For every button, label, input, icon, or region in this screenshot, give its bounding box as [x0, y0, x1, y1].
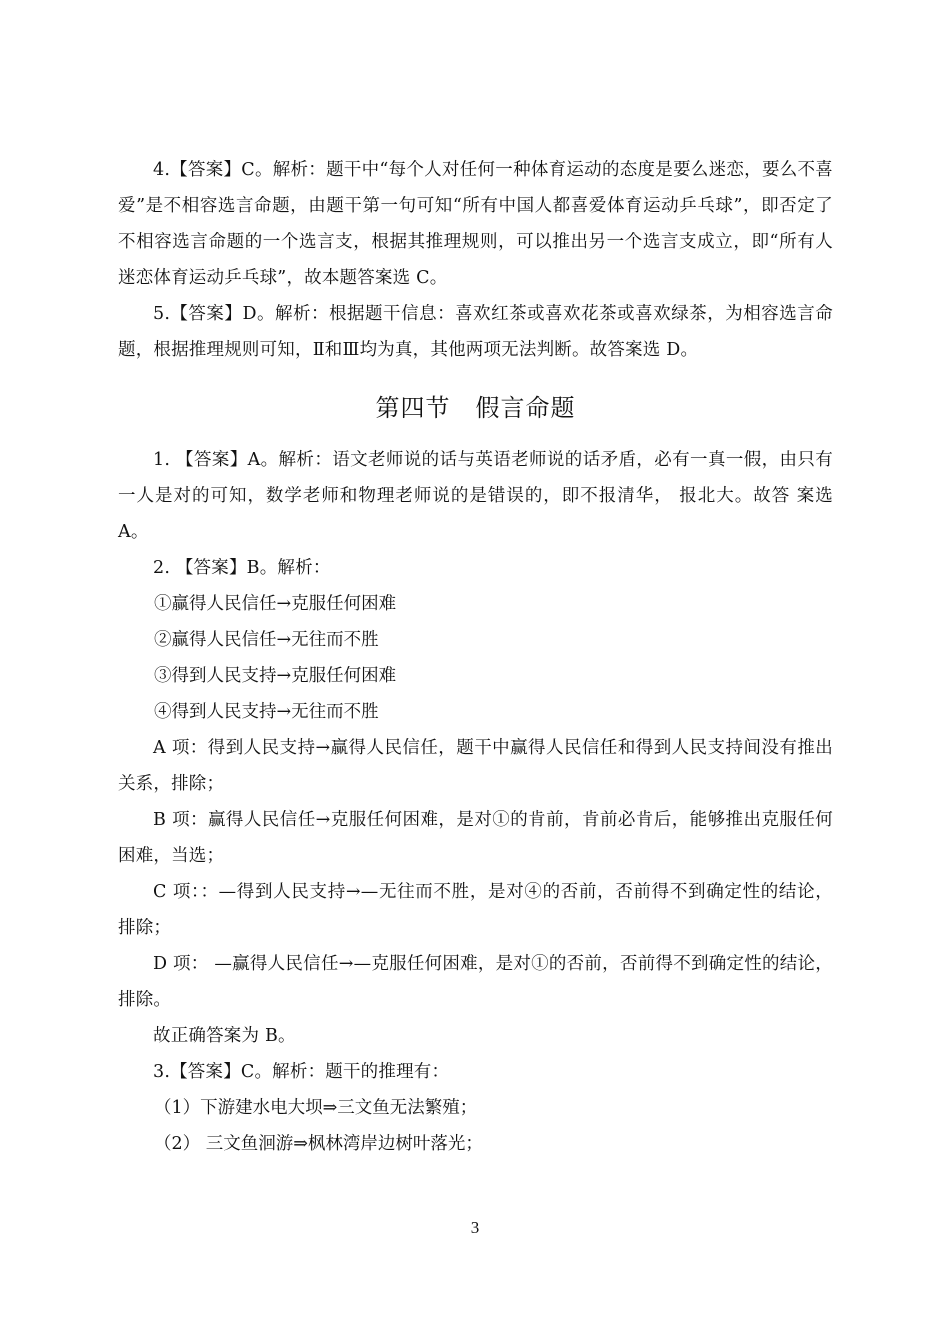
- section-title: 第四节 假言命题: [375, 394, 576, 422]
- answer-q2-heading: 2. 【答案】B。解析：: [153, 558, 331, 578]
- page-number: 3: [470, 1218, 480, 1237]
- premise-line-1: ①赢得人民信任→克服任何困难: [154, 594, 397, 614]
- document-body: [118, 152, 833, 1162]
- premise-line-3: ③得到人民支持→克服任何困难: [154, 666, 397, 686]
- option-d-analysis: D 项： —赢得人民信任→—克服任何困难，是对①的否前，否前得不到确定性的结论，排除。: [118, 954, 833, 1010]
- answer-q1-paragraph: 1. 【答案】A。解析：语文老师说的话与英语老师说的话矛盾，必有一真一假，由只有一人是对的可知，数学老师和物理老师说的是错误的，即不报清华， 报北大。故答 案选 A。: [118, 450, 833, 542]
- inference-line-1: （1）下游建水电大坝⇒三文鱼无法繁殖；: [154, 1098, 478, 1118]
- inference-line-2: （2） 三文鱼洄游⇒枫林湾岸边树叶落光；: [154, 1134, 483, 1154]
- premise-line-2: ②赢得人民信任→无往而不胜: [154, 630, 379, 650]
- answer-q5-paragraph: 5.【答案】D。解析：根据题干信息：喜欢红茶或喜欢花茶或喜欢绿茶，为相容选言命题，根据推理规则可知，Ⅱ和Ⅲ均为真，其他两项无法判断。故答案选 D。: [118, 304, 833, 360]
- answer-q2-conclusion: 故正确答案为 B。: [153, 1026, 296, 1046]
- premise-line-4: ④得到人民支持→无往而不胜: [154, 702, 379, 722]
- option-b-analysis: B 项：赢得人民信任→克服任何困难，是对①的肯前，肯前必肯后，能够推出克服任何困难，当选；: [118, 810, 833, 866]
- answer-q4-paragraph: 4.【答案】C。解析：题干中“每个人对任何一种体育运动的态度是要么迷恋，要么不喜爱”是不相容选言命题，由题干第一句可知“所有中国人都喜爱体育运动乒乓球”，即否定了不相容选言命题的一个选言支，根据其推理规则，可以推出另一个选言支成立，即“所有人迷恋体育运动乒乓球”，故本题答案选 C。: [118, 160, 833, 288]
- option-c-analysis: C 项：：—得到人民支持→—无往而不胜，是对④的否前，否前得不到确定性的结论，排除；: [118, 882, 833, 938]
- option-a-analysis: A 项：得到人民支持→赢得人民信任，题干中赢得人民信任和得到人民支持间没有推出关系，排除；: [118, 738, 833, 794]
- answer-q3-heading: 3.【答案】C。解析：题干的推理有：: [153, 1062, 450, 1082]
